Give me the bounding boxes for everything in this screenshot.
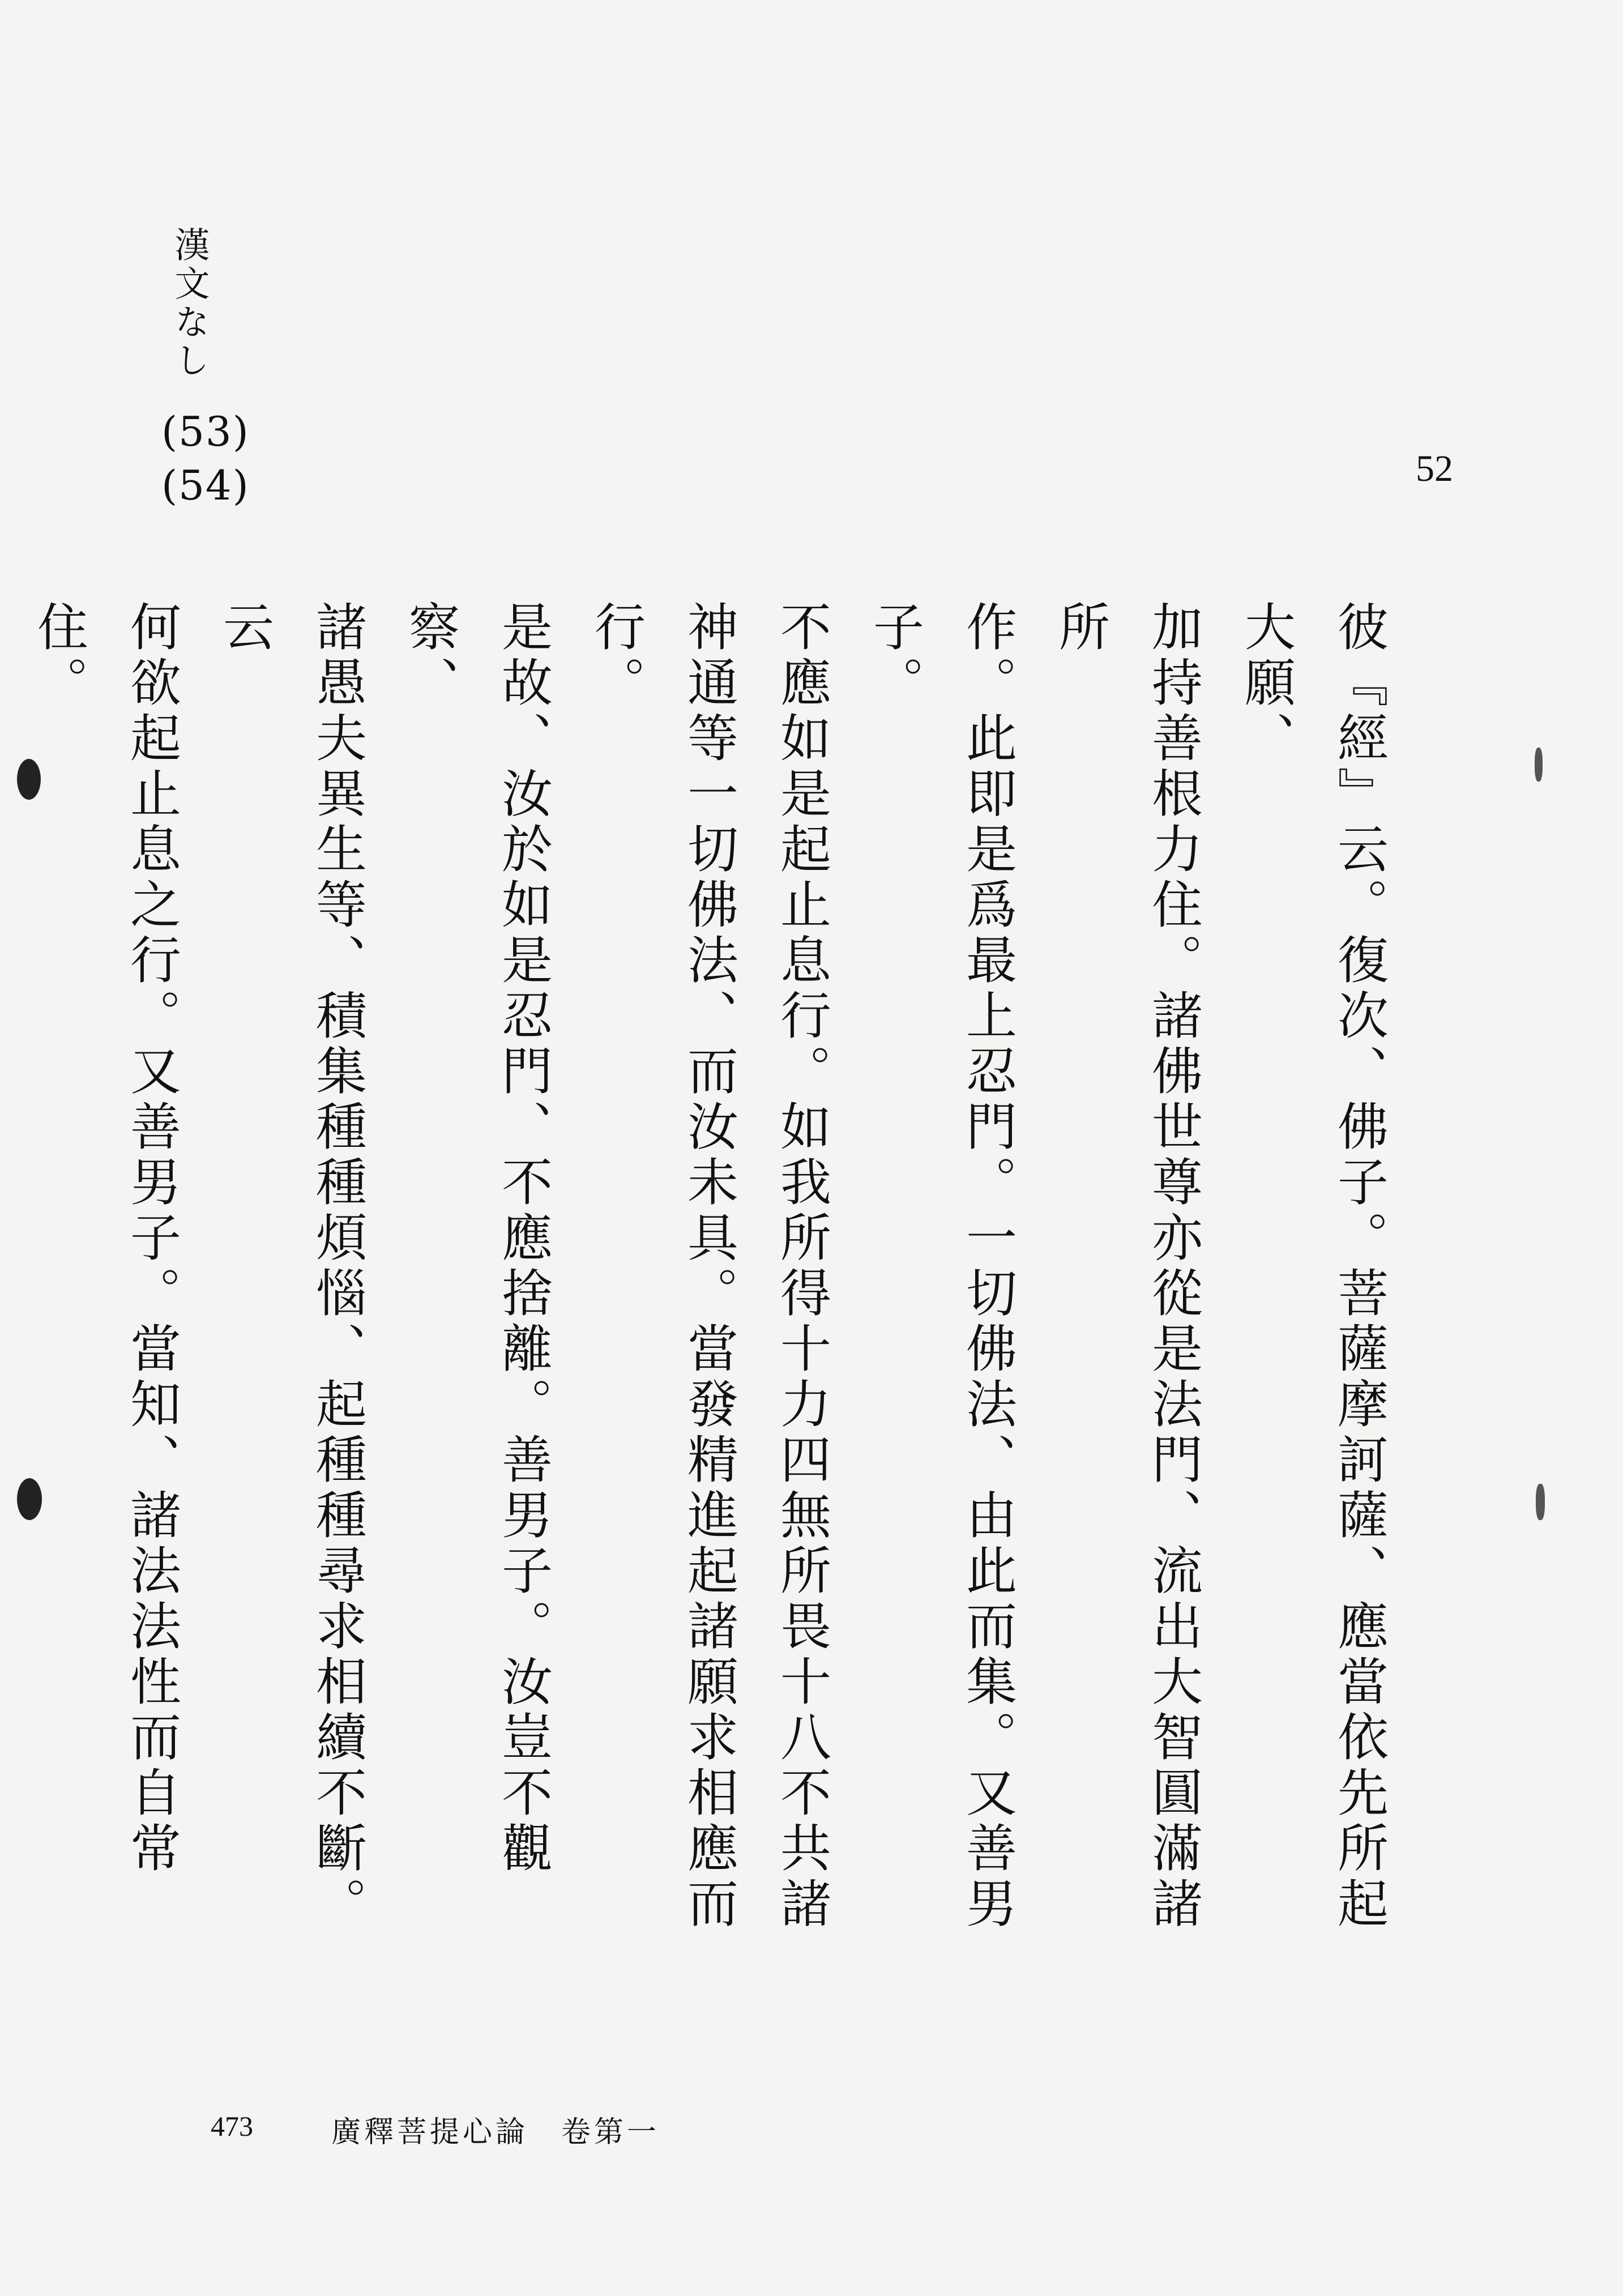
text-column: 諸愚夫異生等、積集種種煩惱、起種種尋求相續不斷。云 <box>214 600 366 1932</box>
binding-hole-mark <box>17 759 41 800</box>
text-column: 何欲起止息之行。又善男子。當知、諸法法性而自常住。 <box>28 600 181 1877</box>
reference-number: (53) <box>161 408 250 455</box>
text-column <box>0 600 11 1937</box>
text-column: 彼『經』云。復次、佛子。菩薩摩訶薩、應當依先所起大願、 <box>1236 600 1388 1932</box>
vertical-body-text <box>28 600 1404 1937</box>
folio-number: 52 <box>1416 448 1453 489</box>
binding-hole-mark <box>17 1478 42 1520</box>
text-column: 加持善根力住。諸佛世尊亦從是法門、流出大智圓滿諸所 <box>1050 600 1202 1932</box>
scan-edge-mark <box>1536 1484 1545 1520</box>
text-column: 是故、汝於如是忍門、不應捨離。善男子。汝豈不觀察、 <box>400 600 552 1877</box>
scan-edge-mark <box>1535 748 1543 782</box>
reference-number: (54) <box>161 462 250 509</box>
text-column: 神通等一切佛法、而汝未具。當發精進起諸願求相應而行。 <box>586 600 738 1932</box>
page-number: 473 <box>211 2110 253 2142</box>
text-column: 作。此即是爲最上忍門。一切佛法、由此而集。又善男子。 <box>864 600 1016 1932</box>
text-column: 不應如是起止息行。如我所得十力四無所畏十八不共諸 <box>771 600 831 1932</box>
running-footer-title: 廣釋菩提心論 卷第一 <box>331 2115 660 2149</box>
margin-note: 漢文なし <box>169 227 210 381</box>
